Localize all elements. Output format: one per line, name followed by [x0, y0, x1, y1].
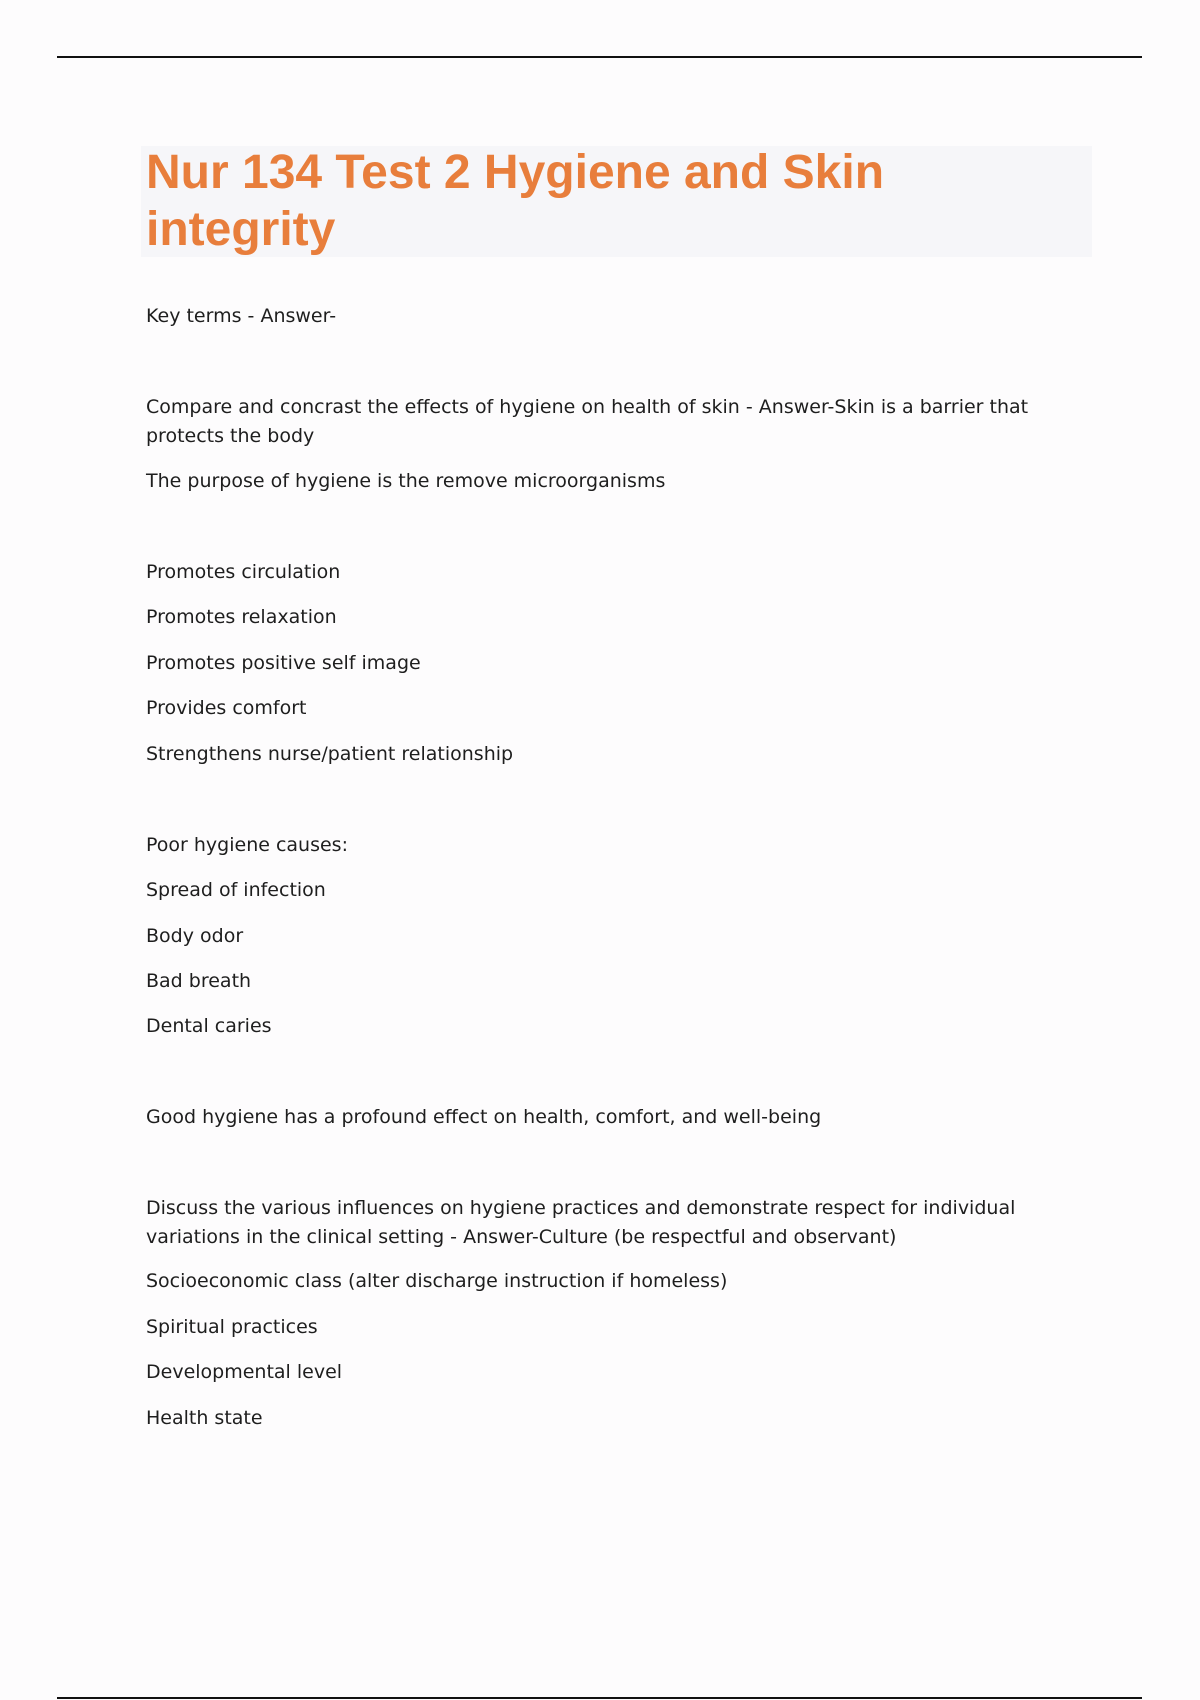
influences-question: Discuss the various influences on hygiene practices and demonstrate respect for individual variations in the clinical setting - Answer-Culture (be respectful and observant)	[146, 1197, 1016, 1248]
poor-hygiene-item: Dental caries	[146, 1015, 272, 1037]
influence-item: Health state	[146, 1407, 263, 1429]
poor-hygiene-heading: Poor hygiene causes:	[146, 834, 348, 856]
poor-hygiene-item: Bad breath	[146, 970, 252, 992]
good-hygiene-line: Good hygiene has a profound effect on health, comfort, and well-being	[146, 1106, 822, 1128]
key-terms-line: Key terms - Answer-	[146, 305, 337, 327]
benefit-item: Promotes positive self image	[146, 652, 421, 674]
top-rule	[57, 56, 1142, 58]
bottom-rule	[57, 1697, 1142, 1699]
document-title: Nur 134 Test 2 Hygiene and Skin integrity	[146, 146, 885, 256]
purpose-line: The purpose of hygiene is the remove microorganisms	[146, 470, 666, 492]
influence-item: Socioeconomic class (alter discharge instruction if homeless)	[146, 1270, 728, 1292]
benefit-item: Strengthens nurse/patient relationship	[146, 743, 514, 765]
influence-item: Spiritual practices	[146, 1316, 318, 1338]
compare-question: Compare and concrast the effects of hygiene on health of skin - Answer-Skin is a barrier that protects the body	[146, 396, 1029, 447]
benefit-item: Promotes circulation	[146, 561, 341, 583]
benefit-item: Promotes relaxation	[146, 606, 337, 628]
influence-item: Developmental level	[146, 1361, 343, 1383]
benefit-item: Provides comfort	[146, 697, 307, 719]
poor-hygiene-item: Body odor	[146, 925, 244, 947]
poor-hygiene-item: Spread of infection	[146, 879, 326, 901]
